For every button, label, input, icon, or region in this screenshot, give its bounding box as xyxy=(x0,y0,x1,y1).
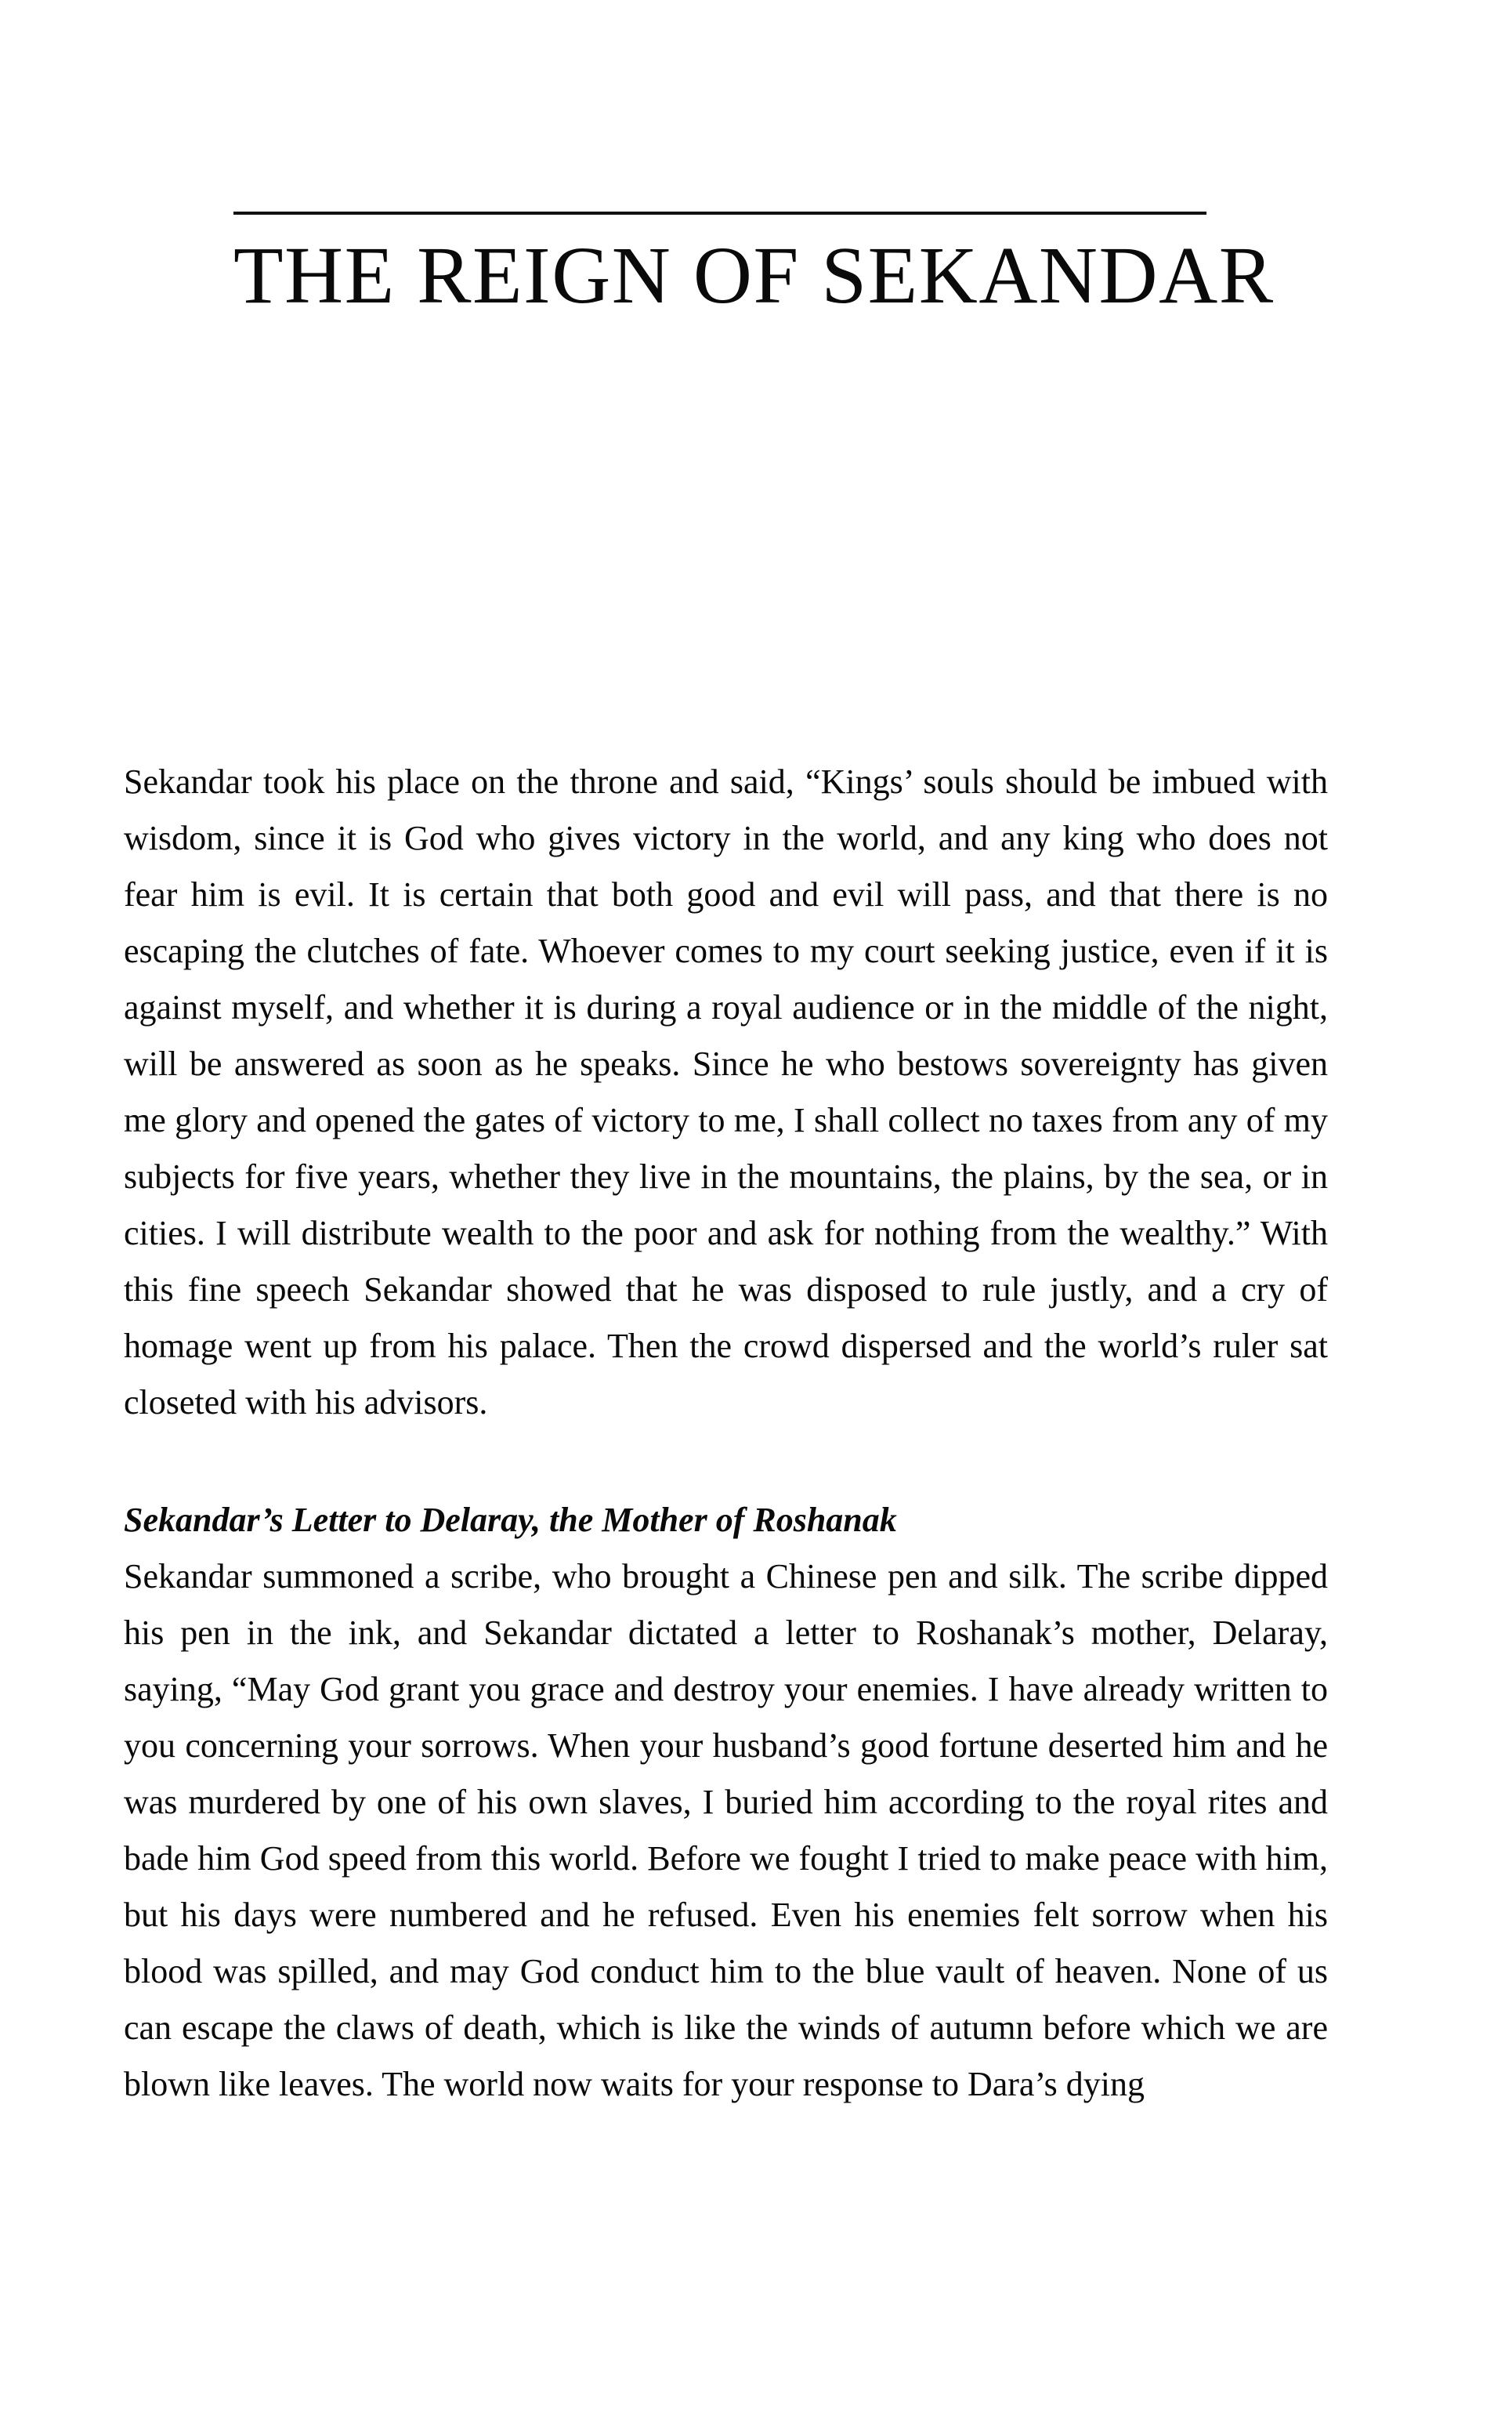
text-column xyxy=(124,754,1328,2113)
body-paragraph-2: Sekandar summoned a scribe, who brought a Chinese pen and silk. The scribe dipped his pen in the ink, and Sekandar dictated a letter to Roshanak’s mother, Delaray, saying, “May God grant you grace and destroy your enemies. I have already written to you concerning your sorrows. When your husband’s good fortune deserted him and he was murdered by one of his own slaves, I buried him according to the royal rites and bade him God speed from this world. Before we fought I tried to make peace with him, but his days were numbered and he refused. Even his enemies felt sorrow when his blood was spilled, and may God conduct him to the blue vault of heaven. None of us can escape the claws of death, which is like the winds of autumn before which we are blown like leaves. The world now waits for your response to Dara’s dying xyxy=(124,1557,1328,2103)
body-paragraph-1: Sekandar took his place on the throne and said, “Kings’ souls should be imbued with wisdom, since it is God who gives victory in the world, and any king who does not fear him is evil. It is certain that both good and evil will pass, and that there is no escaping the clutches of fate. Whoever comes to my court seeking justice, even if it is against myself, and whether it is during a royal audience or in the middle of the night, will be answered as soon as he speaks. Since he who bestows sovereignty has given me glory and opened the gates of victory to me, I shall collect no taxes from any of my subjects for five years, whether they live in the mountains, the plains, by the sea, or in cities. I will distribute wealth to the poor and ask for nothing from the wealthy.” With this fine speech Sekandar showed that he was disposed to rule justly, and a cry of homage went up from his palace. Then the crowd dispersed and the world’s ruler sat closeted with his advisors. xyxy=(124,762,1328,1422)
section-heading: Sekandar’s Letter to Delaray, the Mother of Roshanak xyxy=(124,1501,897,1539)
chapter-header xyxy=(233,212,1275,321)
chapter-title: THE REIGN OF SEKANDAR xyxy=(233,230,1275,321)
